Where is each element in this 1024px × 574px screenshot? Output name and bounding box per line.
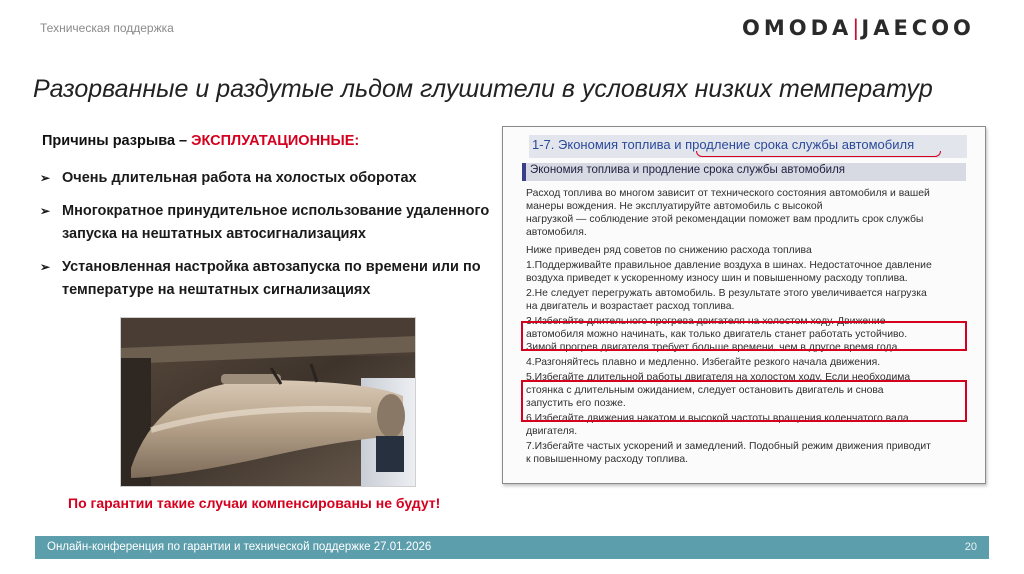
slide-title: Разорванные и раздутые льдом глушители в условиях низких температур — [33, 75, 933, 103]
bullet-text: Очень длительная работа на холостых оборотах — [62, 170, 417, 186]
brand-logo — [742, 16, 975, 40]
list-item — [40, 167, 490, 190]
warranty-note: По гарантии такие случаи компенсированы не будут! — [68, 495, 441, 511]
manual-heading-bar — [522, 163, 966, 181]
tip-line: 6.Избегайте движения накатом и высокой частоты вращения коленчатого вала — [526, 413, 909, 424]
tip-line: двигателя. — [526, 426, 578, 437]
manual-excerpt — [502, 126, 986, 484]
tip-line: к повышенному расходу топлива. — [526, 454, 689, 465]
causes-heading — [42, 133, 359, 149]
tip-4 — [526, 356, 966, 369]
causes-highlight: ЭКСПЛУАТАЦИОННЫЕ: — [191, 133, 360, 149]
manual-heading: Экономия топлива и продление срока службы автомобиля — [530, 164, 846, 176]
tip-line: 4.Разгоняйтесь плавно и медленно. Избегайте резкого начала движения. — [526, 357, 881, 368]
arrow-bullet-icon: ➢ — [40, 260, 51, 274]
causes-prefix: Причины разрыва – — [42, 133, 192, 149]
tip-line: 5.Избегайте длительной работы двигателя на холостом ходу. Если необходима — [526, 372, 911, 383]
manual-section-title: 1-7. Экономия топлива и продление срока службы автомобиля — [532, 137, 915, 152]
list-item — [40, 200, 490, 246]
intro-line: манеры вождения. Не эксплуатируйте автомобиль с высокой — [526, 201, 823, 212]
arrow-bullet-icon: ➢ — [40, 171, 51, 185]
logo-separator: | — [852, 16, 862, 40]
bullet-text: Многократное принудительное использование удаленного запуска на нештатных автосигнализациях — [62, 203, 490, 242]
muffler-photo — [120, 317, 416, 487]
tip-7 — [526, 440, 966, 466]
tip-line: автомобиля можно начинать, как только двигатель станет работать устойчиво. — [526, 329, 908, 340]
section-label: Техническая поддержка — [40, 21, 174, 35]
red-underline-mark — [696, 151, 941, 157]
tip-line: на двигатель и возрастает расход топлива. — [526, 301, 735, 312]
footer-bar — [35, 536, 989, 559]
arrow-bullet-icon: ➢ — [40, 204, 51, 218]
tip-line: Зимой прогрев двигателя требует больше времени, чем в другое время года. — [526, 342, 901, 353]
logo-jaecoo: JAECOO — [861, 16, 975, 40]
bullet-text: Установленная настройка автозапуска по времени или по температуре на нештатных сигнализациях — [62, 259, 481, 298]
tips-header: Ниже приведен ряд советов по снижению расхода топлива — [526, 245, 812, 256]
tip-1 — [526, 259, 966, 285]
page-number: 20 — [964, 541, 977, 553]
tip-line: воздуха приведет к ускоренному износу шин и повышенному расходу топлива. — [526, 273, 908, 284]
highlight-box-tip-3 — [521, 321, 967, 351]
intro-line: нагрузкой — соблюдение этой рекомендации поможет вам продлить срок службы — [526, 214, 924, 225]
footer-text: Онлайн-конференция по гарантии и технической поддержке 27.01.2026 — [47, 541, 432, 553]
tip-line: 7.Избегайте частых ускорений и замедлений. Подобный режим движения приводит — [526, 441, 931, 452]
causes-list — [40, 167, 490, 312]
tip-2 — [526, 287, 966, 313]
tip-line: 3.Избегайте длительного прогрева двигателя на холостом ходу. Движение — [526, 316, 886, 327]
tip-line: 2.Не следует перегружать автомобиль. В результате этого увеличивается нагрузка — [526, 288, 927, 299]
logo-omoda: OMODA — [742, 16, 853, 40]
list-item — [40, 256, 490, 302]
tip-line: стоянка с длительным ожиданием, следует остановить двигатель и снова — [526, 385, 884, 396]
intro-line: автомобиля. — [526, 227, 587, 238]
intro-line: Расход топлива во многом зависит от технического состояния автомобиля и вашей — [526, 188, 930, 199]
tip-line: 1.Поддерживайте правильное давление воздуха в шинах. Недостаточное давление — [526, 260, 932, 271]
muffler-photo-illustration — [121, 318, 416, 487]
highlight-box-tip-5 — [521, 380, 967, 422]
tip-line: запустить его позже. — [526, 398, 626, 409]
